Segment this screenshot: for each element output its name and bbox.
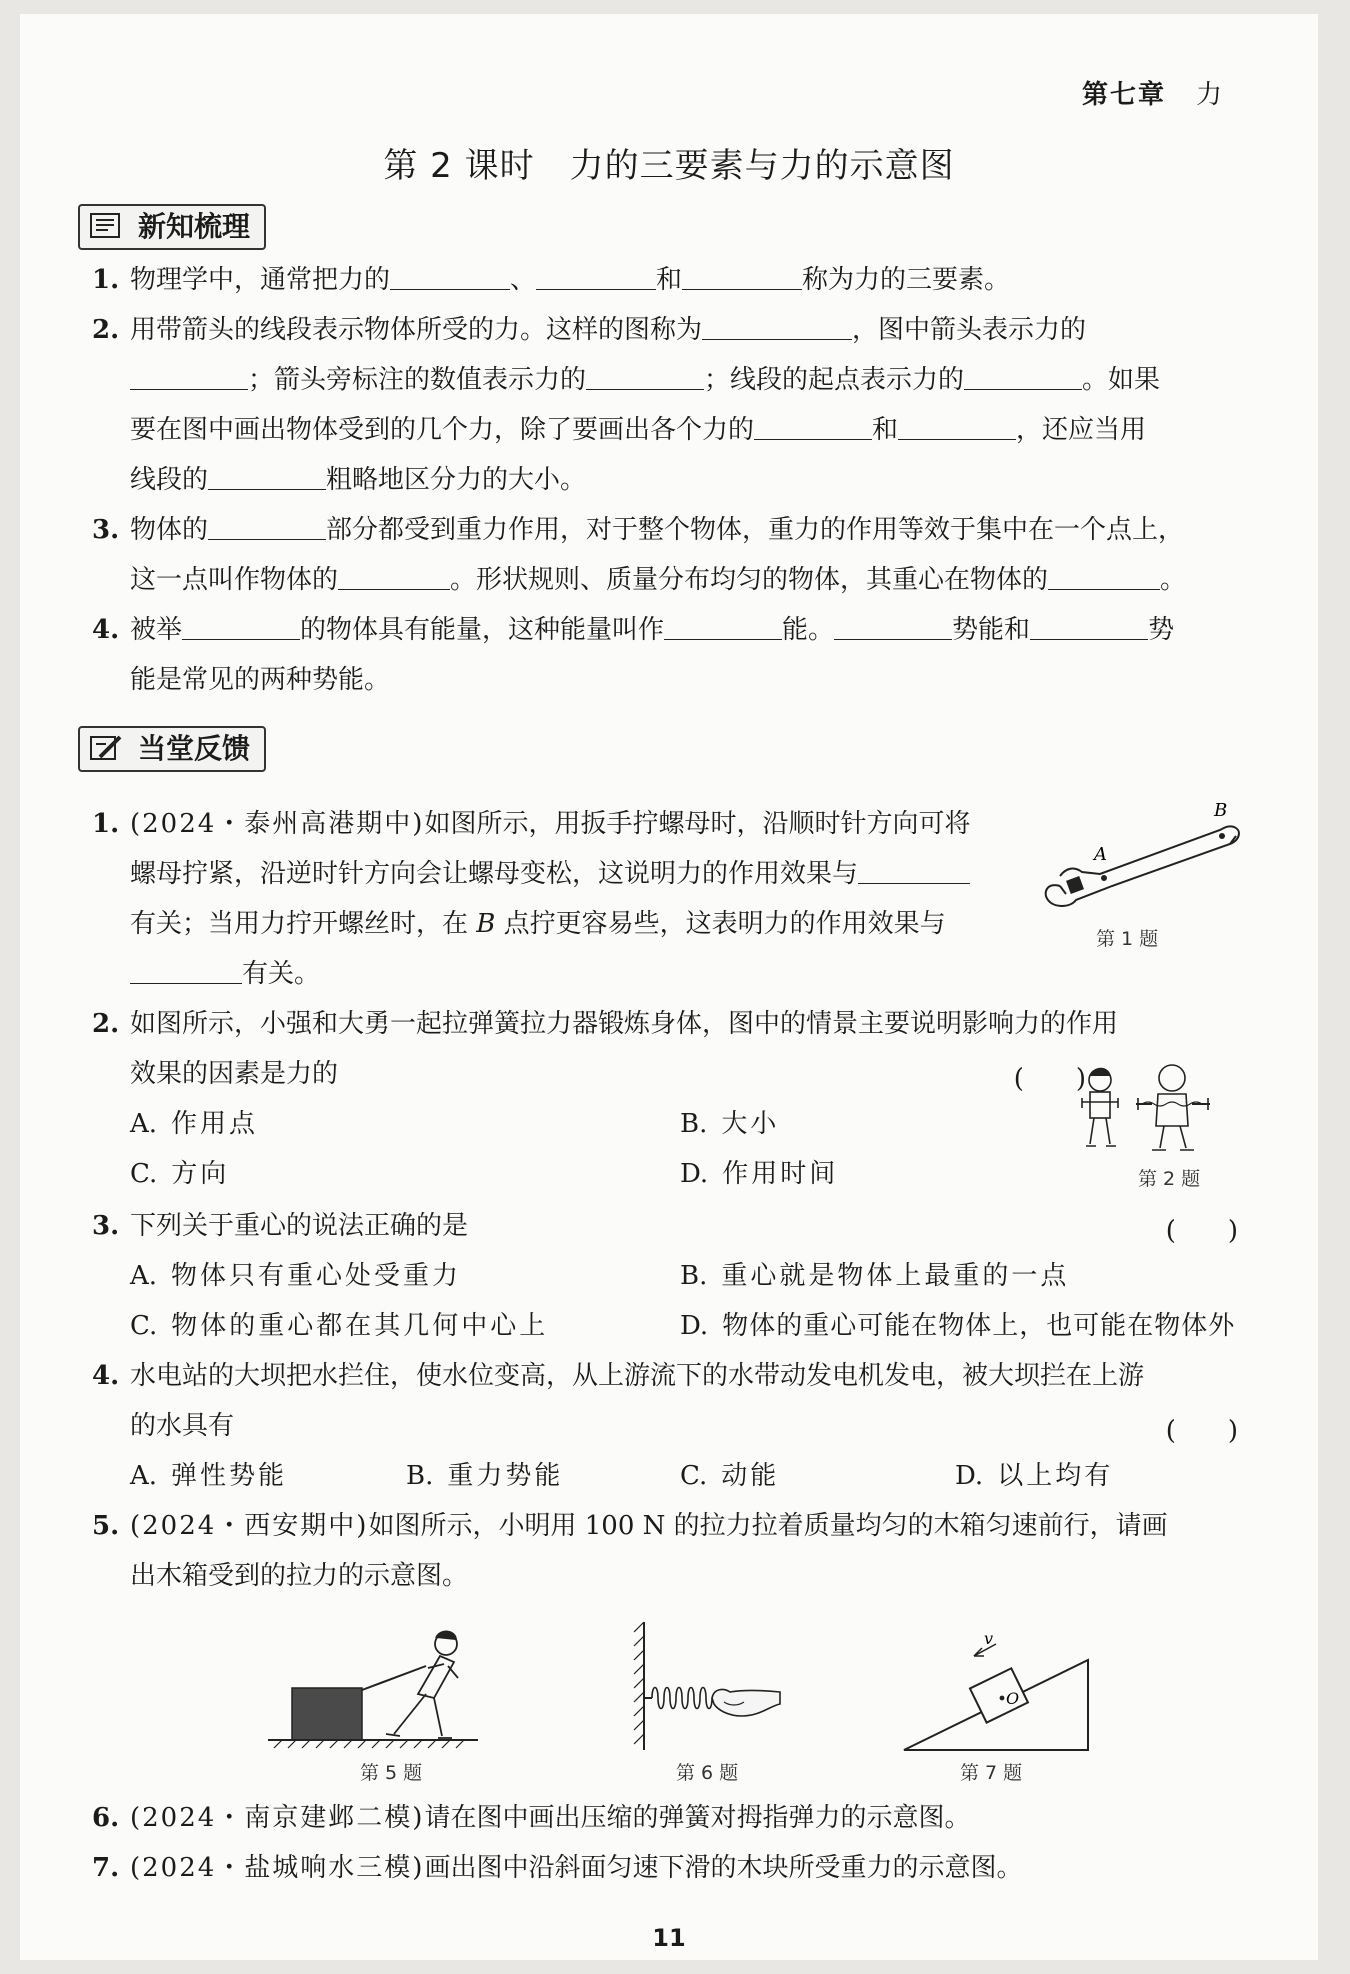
point-b-label: B xyxy=(1214,800,1228,821)
question-number: 3. xyxy=(92,515,120,545)
knowledge-item-2-line-3 xyxy=(130,410,1238,450)
knowledge-item-3-line-2 xyxy=(130,560,1238,600)
option-a[interactable]: A. 作用点 xyxy=(130,1109,259,1139)
question-text: 物理学中，通常把力的 xyxy=(130,265,391,295)
question-text: ，还应当用 xyxy=(1016,415,1147,445)
answer-parentheses[interactable]: ( ) xyxy=(1013,1064,1086,1094)
question-number: 3. xyxy=(92,1211,120,1241)
answer-blank[interactable] xyxy=(898,411,1016,440)
worksheet-page xyxy=(20,14,1318,1960)
thumb xyxy=(712,1690,780,1716)
feedback-item-5 xyxy=(92,1506,1238,1546)
figure-1-caption: 第 1 题 xyxy=(1096,928,1159,950)
point-a-dot xyxy=(1101,875,1107,881)
question-number: 5. xyxy=(92,1511,120,1541)
spring-expander-figure xyxy=(1076,1064,1216,1162)
question-text: 和 xyxy=(656,265,683,295)
question-source: (2024・泰州高港期中) xyxy=(130,809,425,839)
answer-blank[interactable] xyxy=(1030,611,1148,640)
question-text: 。如果 xyxy=(1082,365,1161,395)
question-text: 如图所示，小强和大勇一起拉弹簧拉力器锻炼身体，图中的情景主要说明影响力的作用 xyxy=(130,1009,1119,1039)
question-text: 部分都受到重力作用，对于整个物体，重力的作用等效于集中在一个点上， xyxy=(326,515,1185,545)
question-text: 称为力的三要素。 xyxy=(802,265,1011,295)
answer-parentheses[interactable]: ( ) xyxy=(1165,1416,1238,1446)
answer-blank[interactable] xyxy=(338,561,450,590)
answer-blank[interactable] xyxy=(586,361,704,390)
chapter-header xyxy=(1082,74,1224,111)
figure-7-caption: 第 7 题 xyxy=(960,1762,1023,1784)
question-text: 势 xyxy=(1148,615,1175,645)
section-new-knowledge xyxy=(78,204,266,250)
question-text: 效果的因素是力的 xyxy=(130,1059,339,1089)
incline-block-figure xyxy=(900,1634,1100,1758)
wrench-figure xyxy=(1030,800,1260,920)
answer-blank[interactable] xyxy=(536,261,656,290)
knowledge-item-4 xyxy=(92,610,1238,650)
question-text: 点拧更容易些，这表明力的作用效果与 xyxy=(503,909,946,939)
chapter-label: 第七章 xyxy=(1081,80,1166,110)
velocity-label: v xyxy=(984,1634,994,1648)
feedback-item-5-line-2 xyxy=(130,1556,1238,1596)
question-text: 的水具有 xyxy=(130,1411,235,1441)
center-of-gravity-dot xyxy=(1000,1696,1005,1701)
spring-thumb-figure xyxy=(620,1618,790,1752)
answer-blank[interactable] xyxy=(664,611,782,640)
question-number: 2. xyxy=(92,315,120,345)
answer-blank[interactable] xyxy=(182,611,300,640)
book-icon xyxy=(88,211,124,241)
wooden-box xyxy=(292,1688,362,1740)
option-c[interactable]: C. 动能 xyxy=(680,1461,780,1491)
option-d[interactable]: D. 物体的重心可能在物体上，也可能在物体外 xyxy=(680,1311,1236,1341)
option-a[interactable]: A. 物体只有重心处受重力 xyxy=(130,1261,462,1291)
boy-pulling-box-figure xyxy=(268,1624,478,1750)
answer-blank[interactable] xyxy=(1048,561,1160,590)
feedback-item-6 xyxy=(92,1798,1238,1838)
question-source: (2024・南京建邺二模) xyxy=(130,1803,425,1833)
answer-blank[interactable] xyxy=(682,261,802,290)
knowledge-item-1 xyxy=(92,260,1238,300)
question-number: 2. xyxy=(92,1009,120,1039)
question-text: 水电站的大坝把水拦住，使水位变高，从上游流下的水带动发电机发电，被大坝拦在上游 xyxy=(130,1361,1145,1391)
answer-blank[interactable] xyxy=(858,855,970,884)
answer-blank[interactable] xyxy=(834,611,952,640)
option-c[interactable]: C. 方向 xyxy=(130,1159,230,1189)
point-a-label: A xyxy=(1094,844,1107,865)
question-text: 、 xyxy=(510,265,537,295)
question-text: 势能和 xyxy=(952,615,1031,645)
question-text: 如图所示，小明用 100 N 的拉力拉着质量均匀的木箱匀速前行，请画 xyxy=(368,1511,1168,1541)
question-number: 4. xyxy=(92,1361,120,1391)
answer-blank[interactable] xyxy=(754,411,872,440)
question-text: 用带箭头的线段表示物体所受的力。这样的图称为 xyxy=(130,315,703,345)
option-a[interactable]: A. 弹性势能 xyxy=(130,1461,288,1491)
feedback-item-1-line-4 xyxy=(130,954,1238,994)
question-source: (2024・西安期中) xyxy=(130,1511,369,1541)
answer-blank[interactable] xyxy=(964,361,1082,390)
question-text: 下列关于重心的说法正确的是 xyxy=(130,1211,469,1241)
section-new-knowledge-label: 新知梳理 xyxy=(138,210,251,243)
question-text: 画出图中沿斜面匀速下滑的木块所受重力的示意图。 xyxy=(424,1853,1023,1883)
page-number: 11 xyxy=(652,1924,686,1952)
figure-6-caption: 第 6 题 xyxy=(676,1762,739,1784)
question-text: 如图所示，用扳手拧螺母时，沿顺时针方向可将 xyxy=(424,809,971,839)
feedback-item-4-line-2 xyxy=(130,1406,1238,1446)
answer-blank[interactable] xyxy=(208,511,326,540)
answer-blank[interactable] xyxy=(208,461,326,490)
answer-blank[interactable] xyxy=(390,261,510,290)
feedback-item-2 xyxy=(92,1004,1238,1044)
section-feedback-label: 当堂反馈 xyxy=(138,732,251,765)
knowledge-item-2-line-4 xyxy=(130,460,1238,500)
question-text: ，图中箭头表示力的 xyxy=(852,315,1087,345)
question-text: 被举 xyxy=(130,615,183,645)
knowledge-item-3 xyxy=(92,510,1238,550)
question-number: 1. xyxy=(92,265,120,295)
question-source: (2024・盐城响水三模) xyxy=(130,1853,425,1883)
rope xyxy=(362,1666,426,1690)
question-text: 能是常见的两种势能。 xyxy=(130,665,391,695)
question-text: 物体的 xyxy=(130,515,209,545)
question-text: 的物体具有能量，这种能量叫作 xyxy=(300,615,665,645)
point-b-dot xyxy=(1219,833,1225,839)
question-text: 。 xyxy=(1160,565,1187,595)
chapter-topic: 力 xyxy=(1195,80,1224,110)
compressed-spring xyxy=(652,1688,712,1709)
question-text: 螺母拧紧，沿逆时针方向会让螺母变松，这说明力的作用效果与 xyxy=(130,859,859,889)
figure-5-caption: 第 5 题 xyxy=(360,1762,423,1784)
question-text: 线段的 xyxy=(130,465,209,495)
feedback-item-4 xyxy=(92,1356,1238,1396)
feedback-item-3 xyxy=(92,1206,1238,1246)
figure-2-caption: 第 2 题 xyxy=(1138,1168,1201,1190)
question-text: 。形状规则、质量分布均匀的物体，其重心在物体的 xyxy=(450,565,1049,595)
option-b[interactable]: B. 重心就是物体上最重的一点 xyxy=(680,1261,1070,1291)
question-number: 6. xyxy=(92,1803,120,1833)
question-text: 和 xyxy=(872,415,899,445)
answer-blank[interactable] xyxy=(130,955,242,984)
question-text: 能。 xyxy=(782,615,835,645)
question-number: 1. xyxy=(92,809,120,839)
question-text: 有关；当用力拧开螺丝时，在 xyxy=(130,909,469,939)
question-text: 请在图中画出压缩的弹簧对拇指弹力的示意图。 xyxy=(424,1803,971,1833)
feedback-item-7 xyxy=(92,1848,1238,1888)
point-label: B xyxy=(476,909,496,939)
question-text: ；线段的起点表示力的 xyxy=(704,365,965,395)
question-text: 出木箱受到的拉力的示意图。 xyxy=(130,1561,469,1591)
point-o-label: O xyxy=(1006,1689,1020,1708)
question-text: 粗略地区分力的大小。 xyxy=(326,465,587,495)
page-title: 第 2 课时 力的三要素与力的示意图 xyxy=(383,146,955,186)
question-text: ；箭头旁标注的数值表示力的 xyxy=(248,365,587,395)
answer-blank[interactable] xyxy=(130,361,248,390)
question-text: 这一点叫作物体的 xyxy=(130,565,339,595)
option-d[interactable]: D. 以上均有 xyxy=(955,1461,1114,1491)
question-number: 7. xyxy=(92,1853,120,1883)
question-text: 有关。 xyxy=(242,959,321,989)
pencil-note-icon xyxy=(88,733,124,763)
option-d[interactable]: D. 作用时间 xyxy=(680,1159,839,1189)
knowledge-item-2 xyxy=(92,310,1238,350)
option-b[interactable]: B. 重力势能 xyxy=(406,1461,564,1491)
section-feedback xyxy=(78,726,266,772)
answer-parentheses[interactable]: ( ) xyxy=(1165,1216,1238,1246)
option-c[interactable]: C. 物体的重心都在其几何中心上 xyxy=(130,1311,549,1341)
question-text: 要在图中画出物体受到的几个力，除了要画出各个力的 xyxy=(130,415,755,445)
knowledge-item-4-line-2 xyxy=(130,660,1238,700)
question-number: 4. xyxy=(92,615,120,645)
answer-blank[interactable] xyxy=(702,311,852,340)
knowledge-item-2-line-2 xyxy=(130,360,1238,400)
option-b[interactable]: B. 大小 xyxy=(680,1109,780,1139)
